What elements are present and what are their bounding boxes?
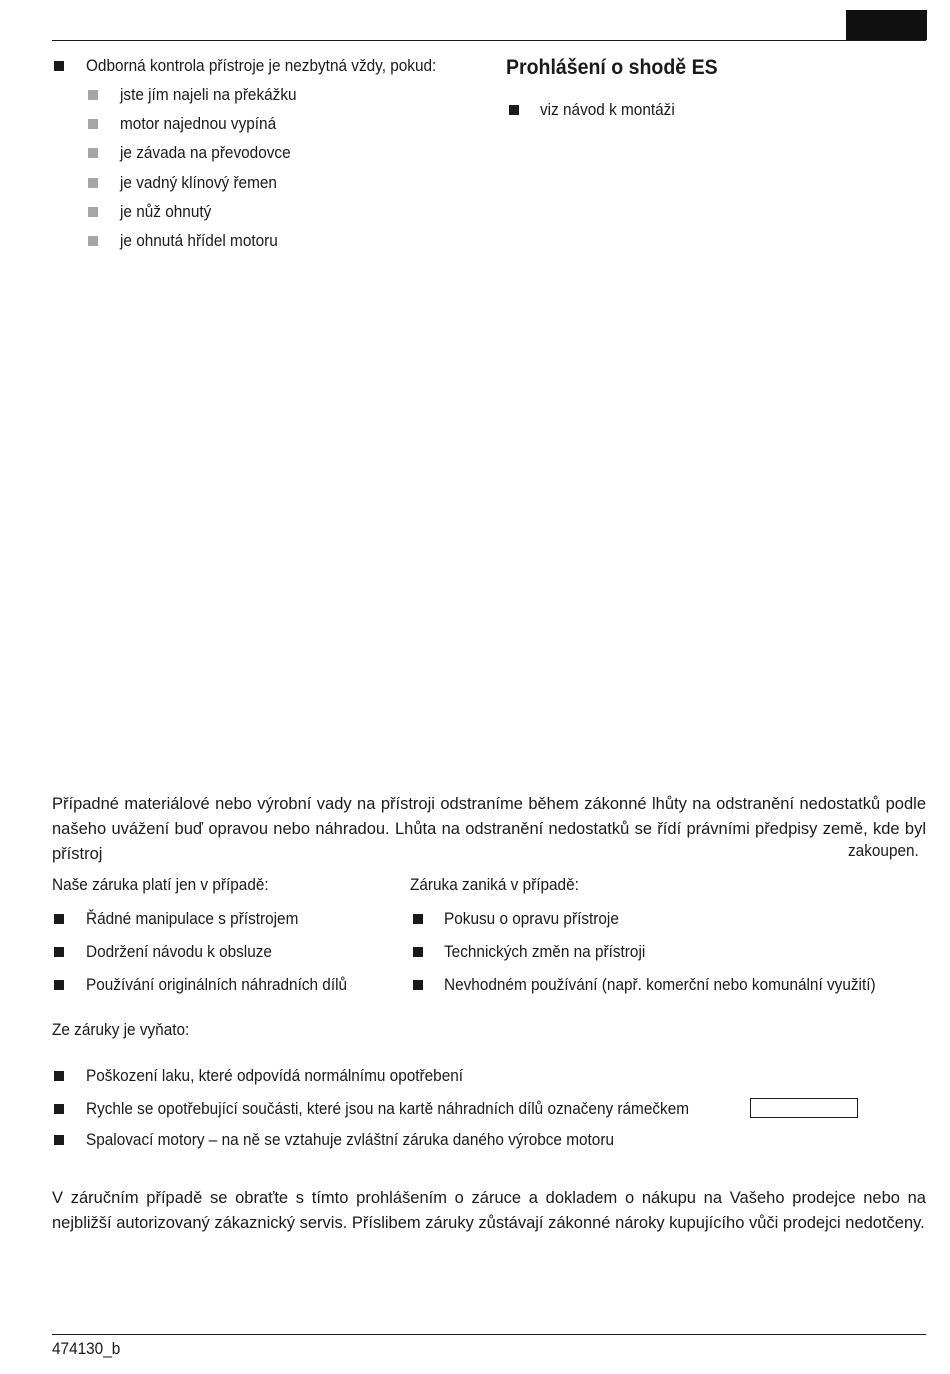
bullet-icon [88,207,98,217]
bullet-icon [413,980,423,990]
bullet-icon [88,178,98,188]
closing-paragraph: V záručním případě se obraťte s tímto prohlášením o záruce a dokladem o nákupu na Vašeho prodejce nebo na nejbližší autorizovaný zákaznický servis. Příslibem záruky zůstávají zákonné nároky kupujícího vůči prodejci nedotčeny. [52,1189,926,1232]
valid-item: Řádné manipulace s přístrojem [86,910,299,928]
valid-heading: Naše záruka platí jen v případě: [52,876,269,894]
inspection-item: jste jím najeli na překážku [120,86,297,104]
bullet-icon [54,1071,64,1081]
bullet-icon [413,914,423,924]
footer-rule [52,1334,926,1335]
void-item: Pokusu o opravu přístroje [444,910,619,928]
inspection-item: je závada na převodovce [120,144,291,162]
bullet-icon [88,119,98,129]
warranty-paragraph-text: Případné materiálové nebo výrobní vady na přístroji odstraníme během zákonné lhůty na odstranění nedostatků podle našeho uvážení buď opravou nebo náhradou. Lhůta na odstranění nedostatků se řídí právními předpisy země, kde byl přístroj [52,795,926,863]
warranty-paragraph-end: zakoupen. [848,842,919,860]
conformity-item: viz návod k montáži [540,101,675,119]
void-heading: Záruka zaniká v případě: [410,876,579,894]
bullet-icon [54,1135,64,1145]
conformity-heading: Prohlášení o shodě ES [506,56,718,79]
header-tab [846,10,927,40]
inspection-item: je ohnutá hřídel motoru [120,232,278,250]
valid-item: Používání originálních náhradních dílů [86,976,348,994]
excluded-item: Spalovací motory – na ně se vztahuje zvláštní záruka daného výrobce motoru [86,1131,614,1149]
valid-item: Dodržení návodu k obsluze [86,943,272,961]
inspection-item: je vadný klínový řemen [120,174,277,192]
frame-marker [750,1098,858,1118]
header-rule [52,40,926,41]
excluded-item: Rychle se opotřebující součásti, které jsou na kartě náhradních dílů označeny rámečkem [86,1100,690,1118]
bullet-icon [54,1104,64,1114]
void-item: Technických změn na přístroji [444,943,646,961]
bullet-icon [54,914,64,924]
bullet-icon [54,61,64,71]
bullet-icon [88,90,98,100]
doc-code: 474130_b [52,1340,121,1358]
inspection-item: je nůž ohnutý [120,203,212,221]
bullet-icon [413,947,423,957]
excluded-heading: Ze záruky je vyňato: [52,1021,190,1039]
inspection-intro: Odborná kontrola přístroje je nezbytná vždy, pokud: [86,57,437,75]
bullet-icon [88,148,98,158]
void-item: Nevhodném používání (např. komerční nebo komunální využití) [444,976,876,994]
bullet-icon [88,236,98,246]
bullet-icon [54,947,64,957]
warranty-paragraph [52,792,926,867]
excluded-item: Poškození laku, které odpovídá normálnímu opotřebení [86,1067,464,1085]
bullet-icon [54,980,64,990]
inspection-item: motor najednou vypíná [120,115,277,133]
bullet-icon [509,105,519,115]
